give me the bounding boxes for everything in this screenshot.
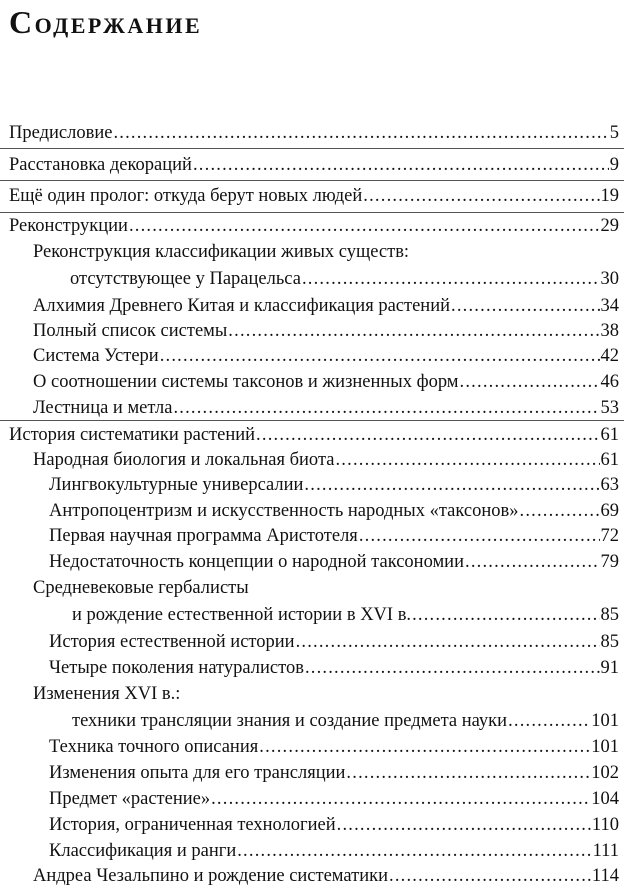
toc-entry-title: О соотношении системы таксонов и жизненных форм (33, 372, 459, 392)
dot-leader (237, 838, 591, 865)
toc-entry-title: Реконструкции (9, 216, 128, 236)
toc-entry[interactable] (49, 549, 619, 576)
toc-entry-title: Реконструкция классификации живых существ: (33, 242, 410, 262)
toc-entry-page: 110 (591, 815, 619, 835)
dot-leader (193, 152, 609, 179)
toc-entry-page: 61 (600, 450, 619, 470)
dot-leader (256, 422, 599, 449)
toc-entry-page: 5 (609, 123, 619, 143)
dot-leader (520, 498, 600, 525)
toc-entry[interactable] (49, 472, 619, 499)
toc-entry-title: История систематики растений (9, 425, 256, 445)
toc-entry-page: 101 (591, 711, 619, 731)
toc-entry-page: 72 (600, 526, 619, 546)
toc-entry[interactable] (70, 266, 619, 293)
dot-leader (160, 343, 600, 370)
toc-entry-title: Алхимия Древнего Китая и классификация растений (33, 296, 450, 316)
toc-entry[interactable] (33, 318, 619, 345)
toc-entry-title: Антропоцентризм и искусственность народных «таксонов» (49, 501, 519, 521)
toc-entry-title: и рождение естественной истории в XVI в. (72, 605, 412, 625)
toc-entry-page: 91 (600, 658, 619, 678)
entry-divider (0, 180, 624, 181)
toc-entry-title: Предисловие (9, 123, 113, 143)
toc-entry-title: Лестница и метла (33, 398, 173, 418)
dot-leader (305, 655, 600, 682)
dot-leader (465, 549, 600, 576)
toc-entry-title: Четыре поколения натуралистов (49, 658, 304, 678)
toc-entry[interactable] (49, 760, 619, 787)
dot-leader (389, 863, 591, 890)
toc-entry[interactable] (49, 812, 619, 839)
toc-entry-heading[interactable] (33, 575, 619, 602)
toc-entry-title: отсутствующее у Парацельса (70, 269, 301, 289)
toc-entry-page: 19 (600, 186, 619, 206)
dot-leader (412, 602, 599, 629)
dot-leader (335, 447, 599, 474)
toc-entry[interactable] (72, 602, 619, 629)
toc-entry-title: История, ограниченная технологией (49, 815, 336, 835)
toc-entry-page: 29 (600, 216, 619, 236)
toc-entry-title: Изменения опыта для его трансляции (49, 763, 346, 783)
toc-entry-heading[interactable] (33, 681, 619, 708)
toc-entry[interactable] (72, 708, 619, 735)
toc-entry[interactable] (33, 369, 619, 396)
dot-leader (113, 120, 608, 147)
toc-entry[interactable] (33, 293, 619, 320)
toc-entry-page: 111 (592, 841, 619, 861)
toc-entry[interactable] (9, 213, 619, 240)
toc-entry-heading[interactable] (33, 239, 619, 266)
toc-entry-title: Изменения XVI в.: (33, 684, 181, 704)
dot-leader (173, 395, 599, 422)
dot-leader (346, 760, 590, 787)
toc-entry-title: техники трансляции знания и создание предмета науки (72, 711, 508, 731)
dot-leader (228, 318, 599, 345)
toc-entry-title: Лингвокультурные универсалии (49, 475, 304, 495)
toc-entry-title: Средневековые гербалисты (33, 578, 249, 598)
toc-entry[interactable] (9, 183, 619, 210)
dot-leader (302, 266, 600, 293)
toc-entry[interactable] (49, 629, 619, 656)
toc-entry-title: Предмет «растение» (49, 789, 211, 809)
entry-divider (0, 148, 624, 149)
toc-entry[interactable] (33, 343, 619, 370)
toc-entry[interactable] (49, 523, 619, 550)
toc-entry[interactable] (49, 838, 619, 865)
toc-entry[interactable] (9, 120, 619, 147)
toc-entry-title: Расстановка декораций (9, 155, 192, 175)
dot-leader (508, 708, 590, 735)
toc-entry-title: Народная биология и локальная биота (33, 450, 335, 470)
toc-entry[interactable] (49, 655, 619, 682)
toc-entry-page: 85 (600, 605, 619, 625)
toc-entry-page: 42 (600, 346, 619, 366)
toc-entry[interactable] (33, 863, 619, 890)
dot-leader (451, 293, 600, 320)
toc-entry-title: История естественной истории (49, 632, 295, 652)
toc-entry-page: 102 (591, 763, 619, 783)
toc-entry[interactable] (33, 447, 619, 474)
toc-entry-title: Недостаточность концепции о народной таксономии (49, 552, 464, 572)
toc-entry[interactable] (9, 422, 619, 449)
toc-entry[interactable] (49, 786, 619, 813)
dot-leader (359, 523, 600, 550)
dot-leader (363, 183, 599, 210)
toc-entry-page: 63 (600, 475, 619, 495)
toc-entry-page: 61 (600, 425, 619, 445)
page-title: Содержание (9, 4, 203, 40)
toc-entry-page: 85 (600, 632, 619, 652)
toc-entry-page: 114 (591, 866, 619, 886)
toc-entry[interactable] (9, 152, 619, 179)
toc-entry-page: 53 (600, 398, 619, 418)
toc-entry-title: Полный список системы (33, 321, 228, 341)
toc-entry[interactable] (49, 498, 619, 525)
dot-leader (337, 812, 591, 839)
dot-leader (460, 369, 600, 396)
dot-leader (211, 786, 590, 813)
dot-leader (259, 734, 590, 761)
toc-entry-page: 69 (600, 501, 619, 521)
toc-entry-title: Классификация и ранги (49, 841, 237, 861)
toc-entry-page: 30 (600, 269, 619, 289)
toc-entry[interactable] (49, 734, 619, 761)
dot-leader (296, 629, 600, 656)
toc-entry-title: Первая научная программа Аристотеля (49, 526, 358, 546)
entry-divider (0, 420, 624, 421)
toc-entry-title: Система Устери (33, 346, 159, 366)
toc-entry[interactable] (33, 395, 619, 422)
dot-leader (129, 213, 600, 240)
toc-entry-page: 79 (600, 552, 619, 572)
toc-entry-page: 38 (600, 321, 619, 341)
toc-entry-page: 34 (600, 296, 619, 316)
toc-entry-page: 46 (600, 372, 619, 392)
toc-entry-page: 104 (591, 789, 619, 809)
dot-leader (304, 472, 599, 499)
toc-entry-title: Ещё один пролог: откуда берут новых людей (9, 186, 363, 206)
toc-entry-title: Техника точного описания (49, 737, 259, 757)
toc-entry-title: Андреа Чезальпино и рождение систематики (33, 866, 388, 886)
toc-entry-page: 101 (591, 737, 619, 757)
toc-entry-page: 9 (609, 155, 619, 175)
